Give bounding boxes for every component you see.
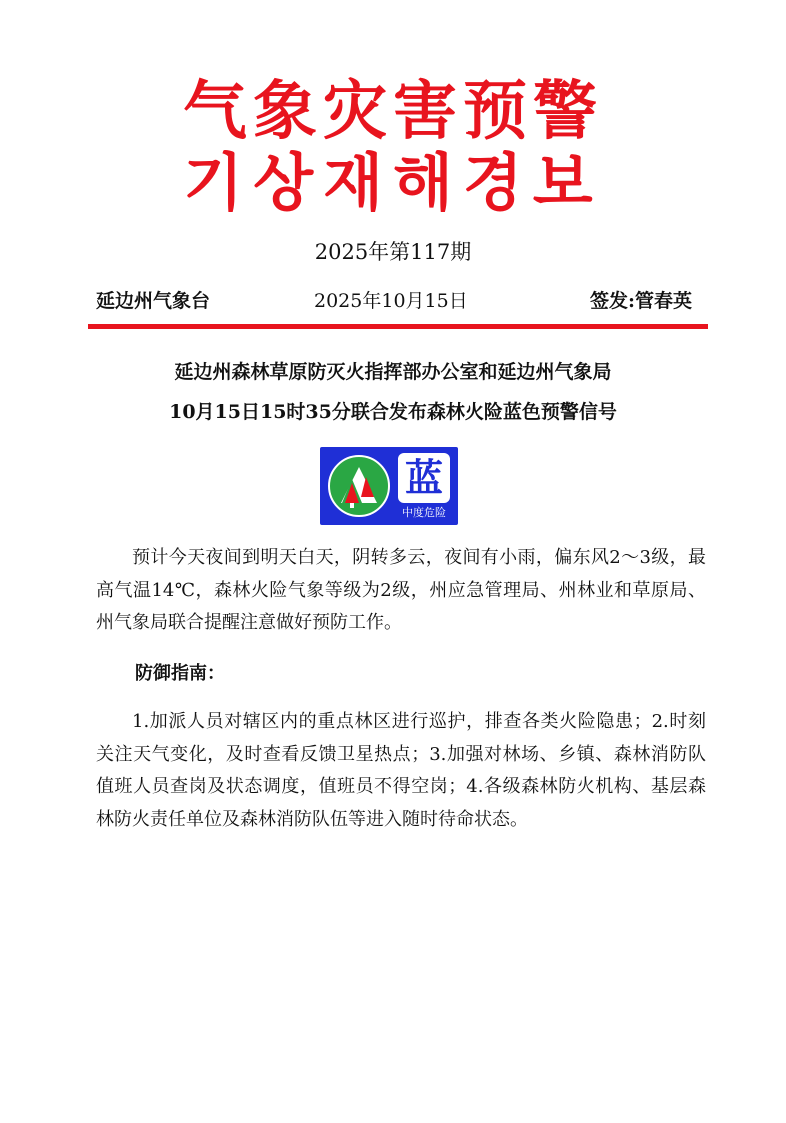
masthead-title-korean: 기상재해경보 <box>183 146 603 219</box>
issue-number: 2025年第117期 <box>314 240 472 264</box>
issue-date: 2025年10月15日 <box>314 290 468 312</box>
defense-guide-paragraph: 1.加派人员对辖区内的重点林区进行巡护，排查各类火险隐患；2.时刻关注天气变化，及时查看反馈卫星热点；3.加强对林场、乡镇、森林消防队值班人员查岗及状态调度，值班员不得空岗；4.各级森林防火机构、基层森林防火责任单位及森林消防队伍等进入随时待命状态。 <box>96 711 706 830</box>
signal-level-character: 蓝 <box>398 453 450 503</box>
headline-line-2: 10月15日15时35分联合发布森林火险蓝色预警信号 <box>169 401 617 423</box>
defense-guide-heading: 防御指南： <box>135 663 225 684</box>
signer: 签发:管春英 <box>589 290 692 312</box>
headline-line-1: 延边州森林草原防灭火指挥部办公室和延边州气象局 <box>174 361 612 383</box>
issuing-agency: 延边州气象台 <box>96 290 211 312</box>
meta-row <box>96 286 692 316</box>
forest-fire-risk-icon <box>328 455 390 517</box>
masthead-title-chinese: 气象灾害预警 <box>183 74 603 149</box>
red-divider <box>88 324 708 329</box>
tree-flame-icon <box>330 457 388 515</box>
forecast-paragraph: 预计今天夜间到明天白天，阴转多云，夜间有小雨，偏东风2～3级，最高气温14℃，森林火险气象等级为2级，州应急管理局、州林业和草原局、州气象局联合提醒注意做好预防工作。 <box>96 547 706 633</box>
blue-warning-signal <box>320 447 458 525</box>
signal-level-text: 中度危险 <box>402 506 446 519</box>
